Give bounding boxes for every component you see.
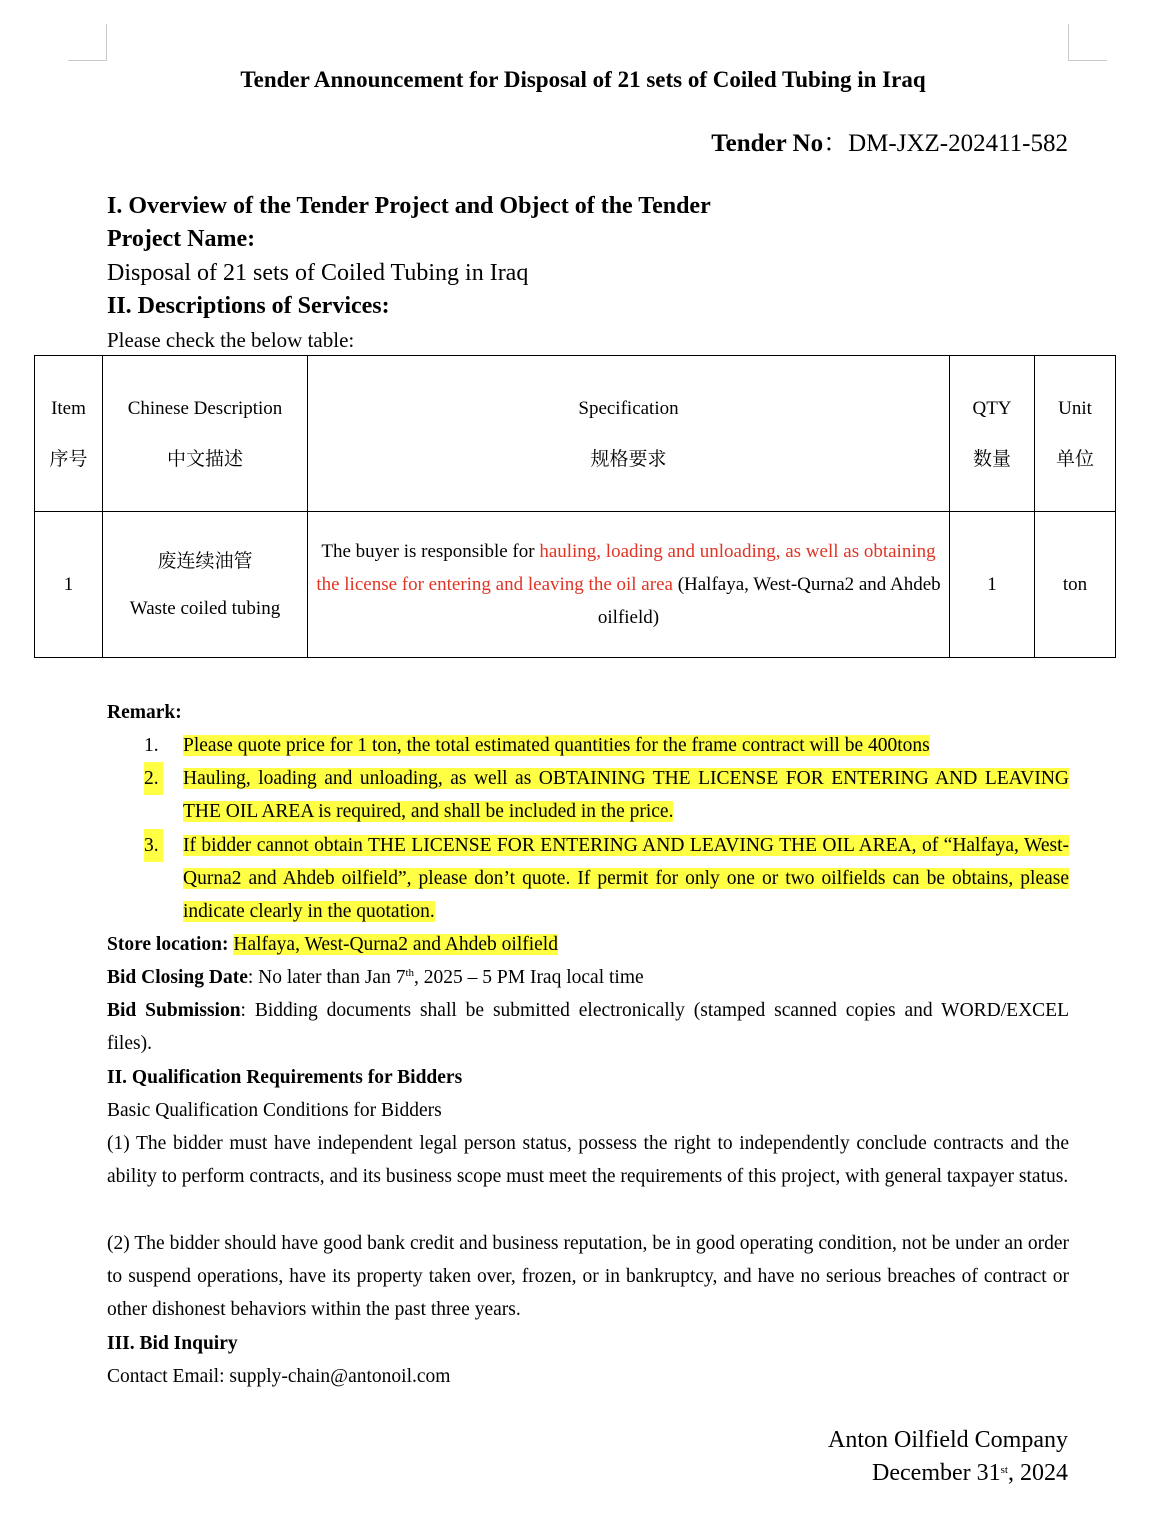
tender-no-value: DM-JXZ-202411-582: [848, 130, 1068, 157]
remark-item: 1. Please quote price for 1 ton, the total estimated quantities for the frame contract will be 400tons: [144, 735, 930, 756]
tender-no-label: Tender No: [711, 130, 824, 157]
qualification-heading: II. Qualification Requirements for Bidders: [107, 1067, 463, 1088]
section2-heading: II. Descriptions of Services:: [107, 293, 390, 319]
project-name-value: Disposal of 21 sets of Coiled Tubing in Iraq: [107, 260, 529, 286]
table-header-row: [35, 356, 1116, 512]
tender-no-separator: ：: [823, 130, 849, 157]
description-cn: 废连续油管: [157, 549, 253, 572]
table-row: [35, 512, 1116, 658]
remark-item: 3. If bidder cannot obtain THE LICENSE FOR ENTERING AND LEAVING THE OIL AREA, of “Halfaya, West-Qurna2 and Ahdeb oilfield”, please don’t quote. If permit for only one or two oilfields can be obtains, please indicate clearly in the quotation.: [107, 829, 1069, 929]
cell-item: 1: [35, 512, 103, 658]
qualification-subheading: Basic Qualification Conditions for Bidders: [107, 1100, 442, 1121]
signature-date: December 31st, 2024: [872, 1460, 1068, 1486]
cell-specification: The buyer is responsible for hauling, loading and unloading, as well as obtaining the license for entering and leaving the oil area (Halfaya, West-Qurna2 and Ahdeb oilfield): [308, 512, 950, 658]
project-name-label: Project Name:: [107, 226, 256, 252]
tender-number: [711, 126, 1068, 162]
cell-unit: ton: [1035, 512, 1116, 658]
inquiry-heading: III. Bid Inquiry: [107, 1333, 238, 1354]
document-title: Tender Announcement for Disposal of 21 sets of Coiled Tubing in Iraq: [240, 67, 926, 92]
remarks-list: [107, 729, 1069, 928]
spec-red-text: hauling, loading and unloading, as well as obtaining the license for entering and leaving the oil area: [316, 541, 936, 595]
bid-submission: Bid Submission: Bidding documents shall be submitted electronically (stamped scanned copies and WORD/EXCEL files).: [107, 1000, 1070, 1055]
qualification-para-1: (1) The bidder must have independent legal person status, possess the right to independently conclude contracts and the ability to perform contracts, and its business scope must meet the requirements of this project, with general taxpayer status.: [107, 1133, 1069, 1188]
header-item: Item 序号: [35, 356, 103, 512]
signature-company: Anton Oilfield Company: [828, 1427, 1068, 1453]
store-location: Store location: Halfaya, West-Qurna2 and Ahdeb oilfield: [107, 934, 558, 955]
header-qty: QTY 数量: [950, 356, 1035, 512]
header-chinese-description: Chinese Description 中文描述: [103, 356, 308, 512]
cell-description: [103, 512, 308, 658]
contact-email: Contact Email: supply-chain@antonoil.com: [107, 1366, 451, 1387]
remark-title: Remark:: [107, 702, 182, 723]
crop-mark-top-left: [68, 24, 107, 61]
header-specification: Specification 规格要求: [308, 356, 950, 512]
table-intro: Please check the below table:: [107, 328, 355, 352]
description-en: Waste coiled tubing: [129, 597, 281, 619]
remark-item: 2. Hauling, loading and unloading, as well as OBTAINING THE LICENSE FOR ENTERING AND LEAVING THE OIL AREA is required, and shall be included in the price.: [107, 762, 1069, 828]
header-unit: Unit 单位: [1035, 356, 1116, 512]
qualification-para-2: (2) The bidder should have good bank credit and business reputation, be in good operating condition, not be under an order to suspend operations, have its property taken over, frozen, or in bankruptcy, and have no serious breaches of contract or other dishonest behaviors within the past three years.: [107, 1233, 1069, 1321]
section1-heading: I. Overview of the Tender Project and Object of the Tender: [107, 193, 711, 219]
services-table: [34, 355, 1116, 658]
cell-qty: 1: [950, 512, 1035, 658]
crop-mark-top-right: [1068, 24, 1107, 61]
bid-closing-date: Bid Closing Date: No later than Jan 7th, 2025 – 5 PM Iraq local time: [107, 967, 644, 988]
